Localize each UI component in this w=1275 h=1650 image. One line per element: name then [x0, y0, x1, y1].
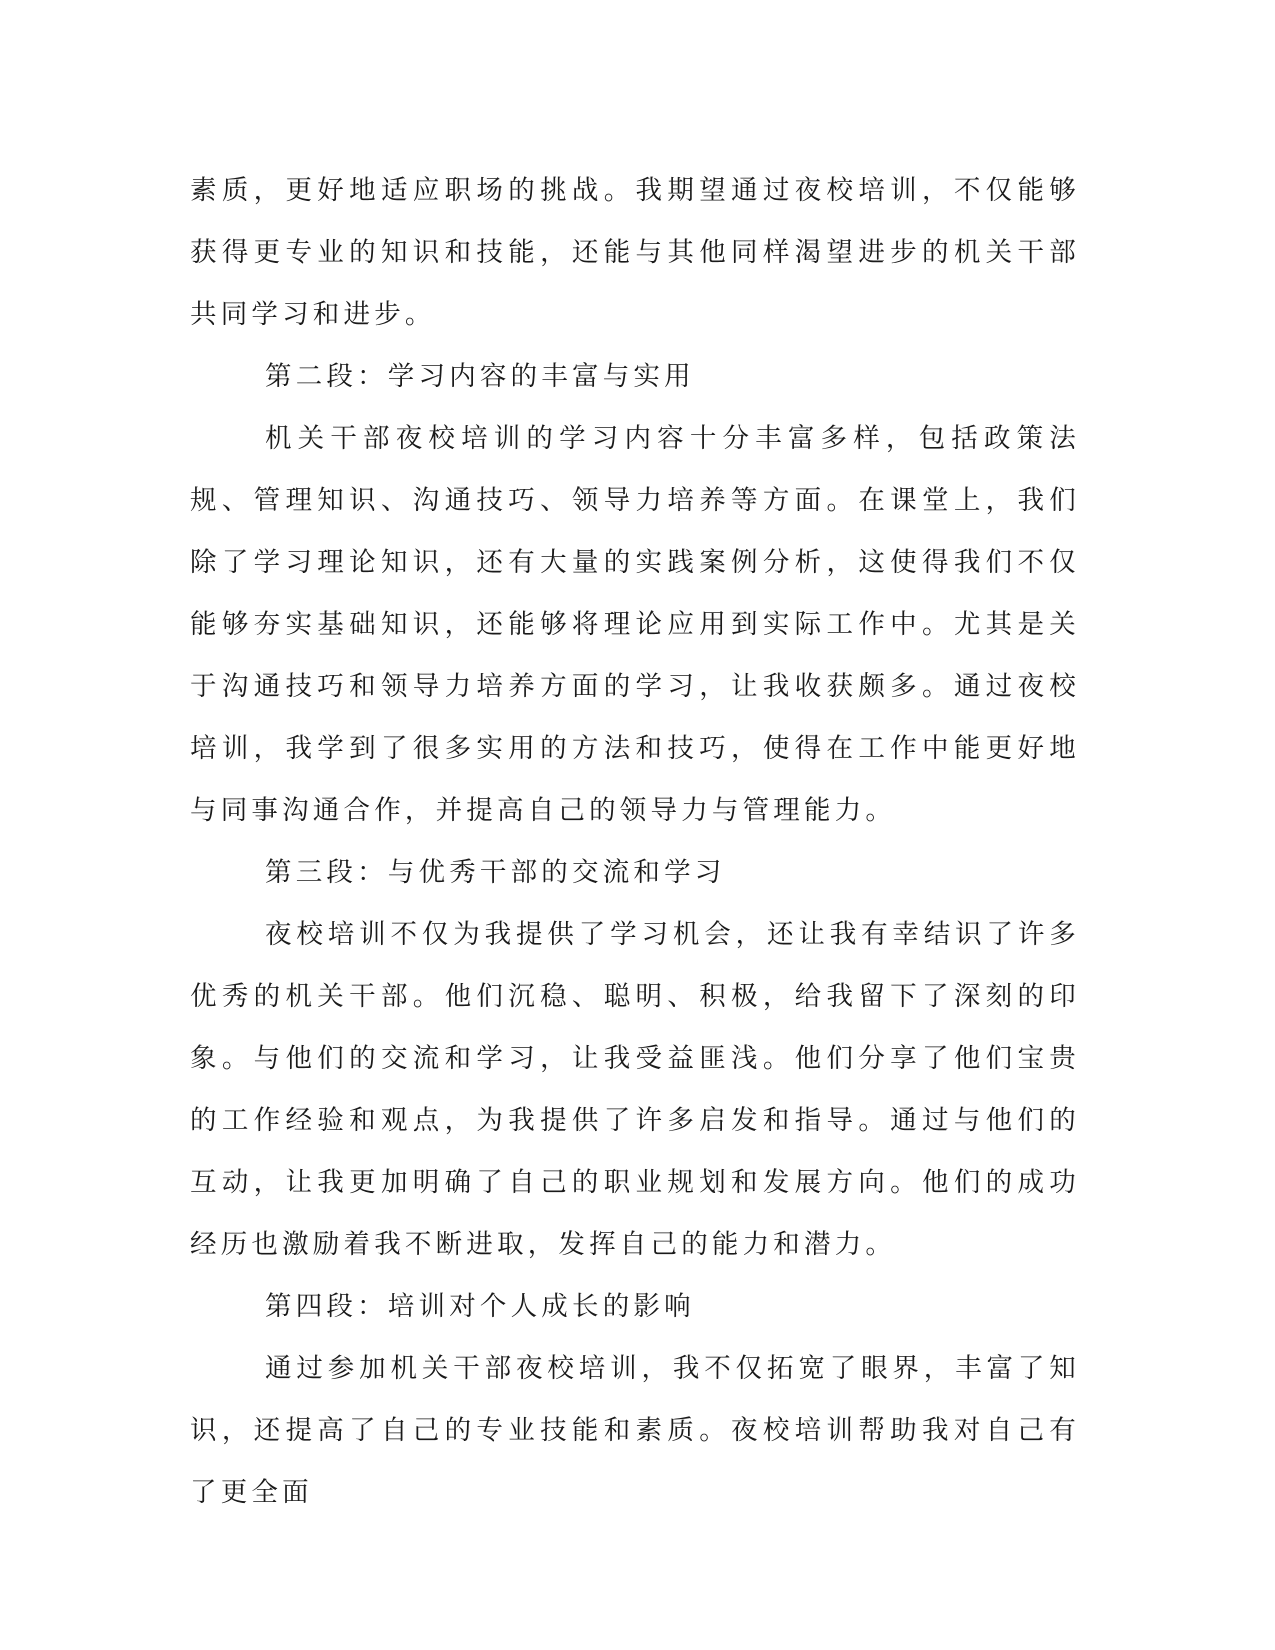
paragraph-exchange: 夜校培训不仅为我提供了学习机会，还让我有幸结识了许多优秀的机关干部。他们沉稳、聪明、积极，给我留下了深刻的印象。与他们的交流和学习，让我受益匪浅。他们分享了他们宝贵的工作经验和观点，为我提供了许多启发和指导。通过与他们的互动，让我更加明确了自己的职业规划和发展方向。他们的成功经历也激励着我不断进取，发挥自己的能力和潜力。	[190, 919, 1080, 1260]
section-heading-3: 第三段：与优秀干部的交流和学习	[265, 857, 726, 888]
paragraph-continuation: 素质，更好地适应职场的挑战。我期望通过夜校培训，不仅能够获得更专业的知识和技能，还能与其他同样渴望进步的机关干部共同学习和进步。	[190, 175, 1080, 330]
paragraph-growth: 通过参加机关干部夜校培训，我不仅拓宽了眼界，丰富了知识，还提高了自己的专业技能和素质。夜校培训帮助我对自己有了更全面	[190, 1353, 1080, 1508]
section-heading-2: 第二段：学习内容的丰富与实用	[265, 361, 695, 392]
document-body	[190, 160, 1080, 1524]
paragraph-learning-content: 机关干部夜校培训的学习内容十分丰富多样，包括政策法规、管理知识、沟通技巧、领导力培养等方面。在课堂上，我们除了学习理论知识，还有大量的实践案例分析，这使得我们不仅能够夯实基础知识，还能够将理论应用到实际工作中。尤其是关于沟通技巧和领导力培养方面的学习，让我收获颇多。通过夜校培训，我学到了很多实用的方法和技巧，使得在工作中能更好地与同事沟通合作，并提高自己的领导力与管理能力。	[190, 423, 1080, 826]
section-heading-4: 第四段：培训对个人成长的影响	[265, 1291, 695, 1322]
